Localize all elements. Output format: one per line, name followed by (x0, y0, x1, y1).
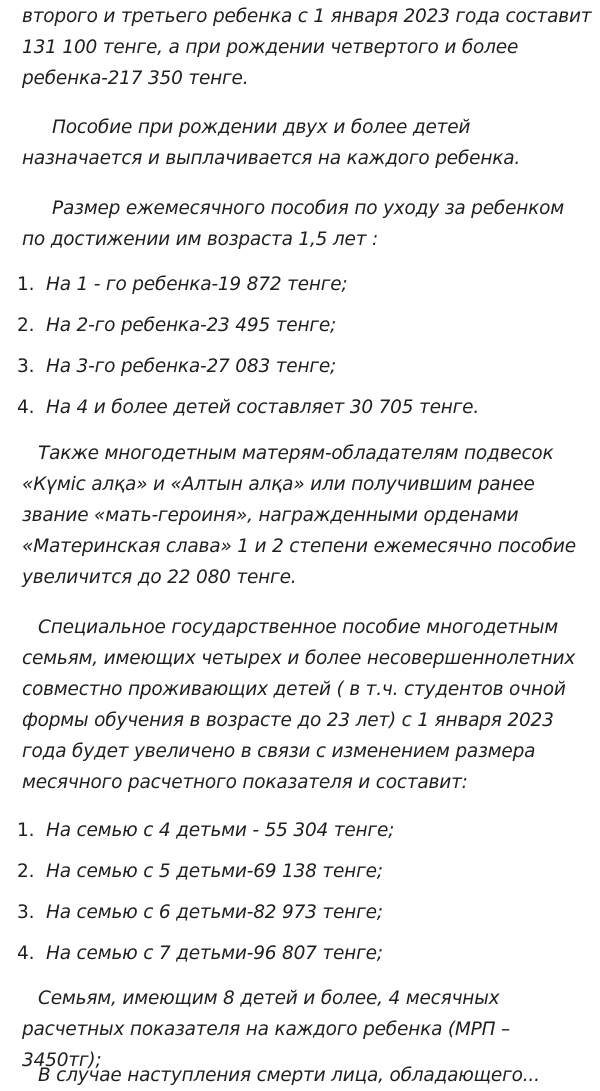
list-number: 2. (17, 315, 35, 336)
paragraph-eight-children: Семьям, имеющим 8 детей и более, 4 месячных расчетных показателя на каждого ребенка (МРП – 3450тг); (22, 988, 511, 1071)
list-item (0, 351, 600, 392)
care-allowance-list (0, 269, 600, 433)
list-item-text: На 2-го ребенка-23 495 тенге; (46, 315, 337, 336)
list-item-text: На семью с 4 детьми - 55 304 тенге; (46, 820, 395, 841)
list-item-text: На 1 - го ребенка-19 872 тенге; (46, 274, 348, 295)
list-number: 1. (17, 274, 35, 295)
list-item (0, 815, 600, 856)
paragraph-multiple-births: Пособие при рождении двух и более детей назначается и выплачивается на каждого ребенка. (22, 117, 521, 169)
paragraph-birth-amounts: второго и третьего ребенка с 1 января 2023 года составит 131 100 тенге, а при рождении четвертого и более ребенка-217 350 тенге. (22, 6, 592, 89)
list-item-text: На 3-го ребенка-27 083 тенге; (46, 356, 337, 377)
list-item-text: На 4 и более детей составляет 30 705 тенге. (46, 397, 480, 418)
list-item-text: На семью с 7 детьми-96 807 тенге; (46, 943, 383, 964)
list-number: 1. (17, 820, 35, 841)
family-allowance-list (0, 815, 600, 979)
list-number: 4. (17, 943, 35, 964)
list-number: 4. (17, 397, 35, 418)
list-item (0, 269, 600, 310)
list-number: 2. (17, 861, 35, 882)
paragraph-special-allowance: Специальное государственное пособие многодетным семьям, имеющих четырех и более несовершеннолетних совместно проживающих детей ( в т.ч. студентов очной формы обучения в возрасте до 23 лет) с 1 января 2023 года будет увеличено в связи с изменением размера месячного расчетного показателя и составит: (22, 617, 576, 793)
list-item-text: На семью с 5 детьми-69 138 тенге; (46, 861, 383, 882)
list-item-text: На семью с 6 детьми-82 973 тенге; (46, 902, 383, 923)
list-item (0, 392, 600, 433)
list-item (0, 938, 600, 979)
paragraph-care-intro: Размер ежемесячного пособия по уходу за ребенком по достижении им возраста 1,5 лет : (22, 198, 565, 250)
list-item (0, 310, 600, 351)
list-item (0, 897, 600, 938)
paragraph-pendants: Также многодетным матерям-обладателям подвесок «Күміс алқа» и «Алтын алқа» или получившим ранее звание «мать-героиня», награжденными орденами «Материнская слава» 1 и 2 степени ежемесячно пособие увеличится до 22 080 тенге. (22, 443, 576, 588)
paragraph-cut-off: В случае наступления смерти лица, обладающего... (38, 1065, 540, 1086)
list-item (0, 856, 600, 897)
list-number: 3. (17, 902, 35, 923)
list-number: 3. (17, 356, 35, 377)
